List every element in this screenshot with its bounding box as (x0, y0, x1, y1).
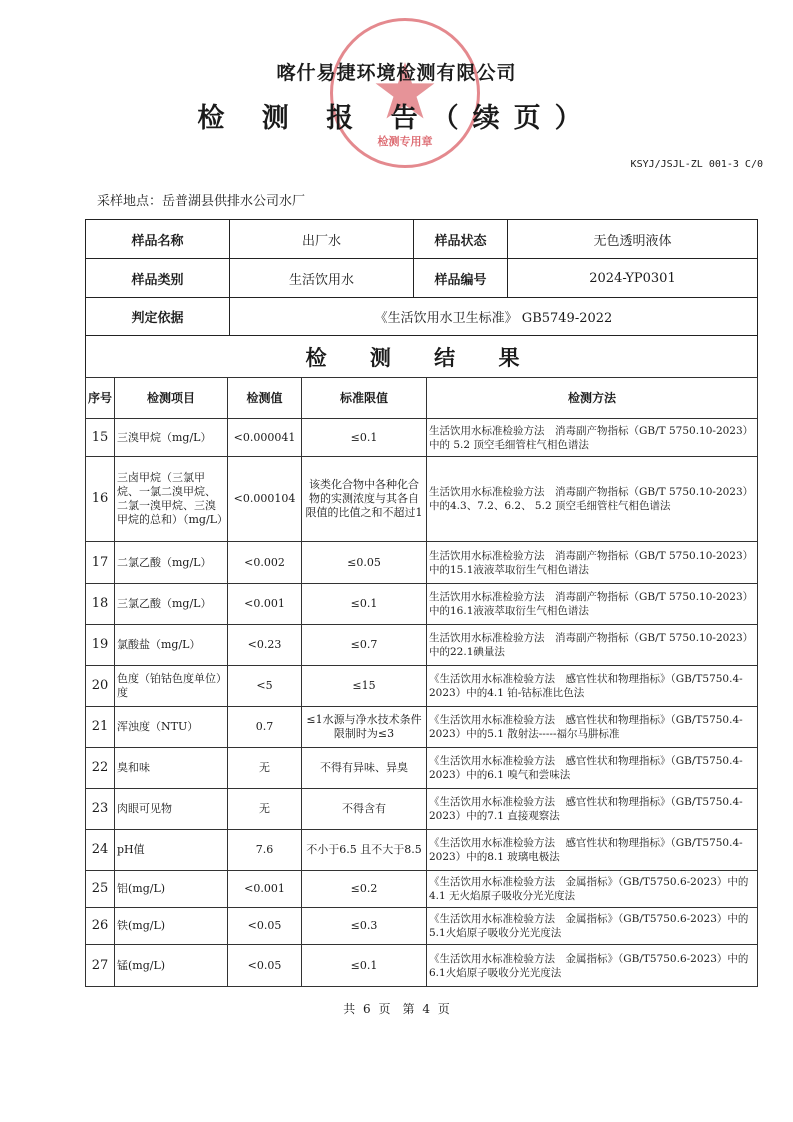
row-no: 22 (86, 748, 115, 789)
table-row (86, 789, 758, 830)
document-code: KSYJ/JSJL-ZL 001-3 C/0 (630, 159, 763, 170)
row-method: 《生活饮用水标准检验方法 金属指标》（GB/T5750.6-2023）中的 6.1火焰原子吸收分光光度法 (427, 945, 758, 987)
row-value: <5 (228, 666, 302, 707)
row-limit: ≤0.3 (302, 908, 427, 945)
table-row (86, 871, 758, 908)
row-item: 三溴甲烷（mg/L） (115, 419, 228, 457)
row-value: <0.05 (228, 945, 302, 987)
row-method: 《生活饮用水标准检验方法 金属指标》（GB/T5750.6-2023）中的4.1 无火焰原子吸收分光光度法 (427, 871, 758, 908)
page-footer: 共 6 页 第 4 页 (343, 1002, 450, 1016)
row-method: 《生活饮用水标准检验方法 感官性状和物理指标》（GB/T5750.4-2023）中的8.1 玻璃电极法 (427, 830, 758, 871)
row-method: 《生活饮用水标准检验方法 感官性状和物理指标》（GB/T5750.4-2023）中的4.1 铂-钴标准比色法 (427, 666, 758, 707)
sample-state-label: 样品状态 (414, 220, 508, 259)
row-limit: ≤0.05 (302, 542, 427, 584)
table-row (86, 419, 758, 457)
row-limit: ≤0.1 (302, 584, 427, 625)
header-method: 检测方法 (427, 378, 758, 419)
row-item: 锰(mg/L) (115, 945, 228, 987)
row-value: 0.7 (228, 707, 302, 748)
basis-value: 《生活饮用水卫生标准》 GB5749-2022 (230, 298, 758, 336)
row-item: 色度（铂钴色度单位）度 (115, 666, 228, 707)
row-item: 肉眼可见物 (115, 789, 228, 830)
row-value: <0.05 (228, 908, 302, 945)
header-no: 序号 (86, 378, 115, 419)
table-row (86, 625, 758, 666)
row-item: 三卤甲烷（三氯甲烷、一氯二溴甲烷、二氯一溴甲烷、三溴甲烷的总和）（mg/L） (115, 457, 228, 542)
table-row (86, 908, 758, 945)
row-item: 铝(mg/L) (115, 871, 228, 908)
row-no: 18 (86, 584, 115, 625)
row-limit: 该类化合物中各种化合物的实测浓度与其各自限值的比值之和不超过1 (302, 457, 427, 542)
row-no: 17 (86, 542, 115, 584)
row-item: 二氯乙酸（mg/L） (115, 542, 228, 584)
table-row (86, 666, 758, 707)
row-value: <0.000104 (228, 457, 302, 542)
sample-no-value: 2024-YP0301 (508, 259, 758, 298)
row-method: 《生活饮用水标准检验方法 金属指标》（GB/T5750.6-2023）中的 5.1火焰原子吸收分光光度法 (427, 908, 758, 945)
row-item: 铁(mg/L) (115, 908, 228, 945)
row-method: 《生活饮用水标准检验方法 感官性状和物理指标》（GB/T5750.4-2023）中的5.1 散射法-----福尔马肼标准 (427, 707, 758, 748)
row-method: 《生活饮用水标准检验方法 感官性状和物理指标》（GB/T5750.4-2023）中的6.1 嗅气和尝味法 (427, 748, 758, 789)
sample-state-value: 无色透明液体 (508, 220, 758, 259)
inspection-seal (330, 18, 480, 168)
row-limit: ≤15 (302, 666, 427, 707)
row-method: 生活饮用水标准检验方法 消毒副产物指标（GB/T 5750.10-2023）中的 5.2 顶空毛细管柱气相色谱法 (427, 419, 758, 457)
row-limit: ≤0.7 (302, 625, 427, 666)
row-value: <0.000041 (228, 419, 302, 457)
sampling-location-label: 采样地点： (97, 194, 163, 209)
row-no: 23 (86, 789, 115, 830)
sample-info-table (85, 219, 758, 378)
row-value: <0.001 (228, 584, 302, 625)
row-method: 《生活饮用水标准检验方法 感官性状和物理指标》（GB/T5750.4-2023）中的7.1 直接观察法 (427, 789, 758, 830)
row-method: 生活饮用水标准检验方法 消毒副产物指标（GB/T 5750.10-2023）中的15.1液液萃取衍生气相色谱法 (427, 542, 758, 584)
results-title: 检 测 结 果 (86, 336, 758, 378)
row-method: 生活饮用水标准检验方法 消毒副产物指标（GB/T 5750.10-2023）中的22.1碘量法 (427, 625, 758, 666)
row-limit: 不得有异味、异臭 (302, 748, 427, 789)
sample-name-label: 样品名称 (86, 220, 230, 259)
row-no: 24 (86, 830, 115, 871)
row-value: 无 (228, 789, 302, 830)
seal-text: 检测专用章 (377, 135, 433, 148)
row-limit: ≤0.1 (302, 419, 427, 457)
row-value: <0.23 (228, 625, 302, 666)
row-value: 无 (228, 748, 302, 789)
row-limit: ≤0.2 (302, 871, 427, 908)
row-no: 21 (86, 707, 115, 748)
table-row (86, 748, 758, 789)
row-item: 浑浊度（NTU） (115, 707, 228, 748)
sample-no-label: 样品编号 (414, 259, 508, 298)
row-item: 臭和味 (115, 748, 228, 789)
row-no: 15 (86, 419, 115, 457)
row-no: 19 (86, 625, 115, 666)
table-row (86, 457, 758, 542)
row-no: 16 (86, 457, 115, 542)
row-no: 20 (86, 666, 115, 707)
table-row (86, 584, 758, 625)
sample-type-value: 生活饮用水 (230, 259, 414, 298)
table-row (86, 945, 758, 987)
row-item: pH值 (115, 830, 228, 871)
row-item: 三氯乙酸（mg/L） (115, 584, 228, 625)
table-row (86, 707, 758, 748)
row-no: 27 (86, 945, 115, 987)
sample-name-value: 出厂水 (230, 220, 414, 259)
table-row (86, 542, 758, 584)
sampling-location (97, 190, 305, 209)
row-item: 氯酸盐（mg/L） (115, 625, 228, 666)
row-limit: 不小于6.5 且不大于8.5 (302, 830, 427, 871)
report-title: 检 测 报 告（续页） (197, 103, 596, 134)
sampling-location-value: 岳普湖县供排水公司水厂 (162, 194, 306, 209)
header-limit: 标准限值 (302, 378, 427, 419)
row-limit: 不得含有 (302, 789, 427, 830)
row-value: 7.6 (228, 830, 302, 871)
row-limit: ≤0.1 (302, 945, 427, 987)
header-value: 检测值 (228, 378, 302, 419)
row-method: 生活饮用水标准检验方法 消毒副产物指标（GB/T 5750.10-2023）中的4.3、7.2、6.2、 5.2 顶空毛细管柱气相色谱法 (427, 457, 758, 542)
sample-type-label: 样品类别 (86, 259, 230, 298)
row-no: 26 (86, 908, 115, 945)
results-table (85, 377, 758, 987)
table-row (86, 830, 758, 871)
header-item: 检测项目 (115, 378, 228, 419)
row-limit: ≤1水源与净水技术条件限制时为≤3 (302, 707, 427, 748)
row-value: <0.002 (228, 542, 302, 584)
row-no: 25 (86, 871, 115, 908)
basis-label: 判定依据 (86, 298, 230, 336)
company-name: 喀什易捷环境检测有限公司 (276, 62, 517, 84)
row-value: <0.001 (228, 871, 302, 908)
row-method: 生活饮用水标准检验方法 消毒副产物指标（GB/T 5750.10-2023）中的16.1液液萃取衍生气相色谱法 (427, 584, 758, 625)
